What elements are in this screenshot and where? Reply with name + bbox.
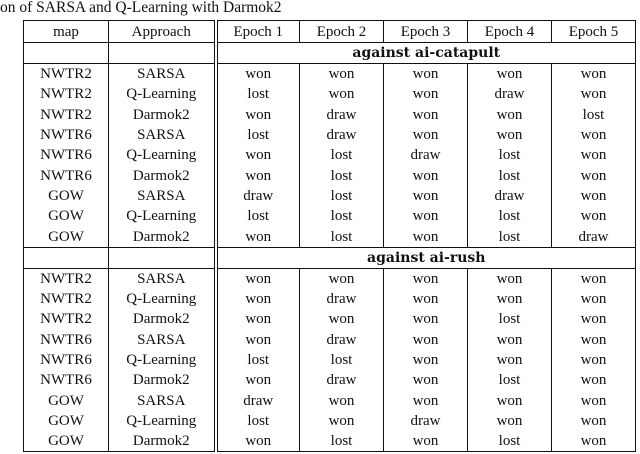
result-cell: won (384, 64, 468, 85)
result-cell: won (552, 186, 636, 206)
result-cell: won (384, 289, 468, 309)
result-cell: won (468, 268, 552, 289)
header-epoch-1: Epoch 1 (216, 21, 300, 43)
approach-cell: Q-Learning (109, 145, 216, 165)
result-cell: draw (300, 105, 384, 125)
map-cell: GOW (24, 186, 109, 206)
table-row (24, 206, 636, 226)
result-cell: draw (216, 390, 300, 410)
results-table (23, 20, 636, 452)
approach-cell: Darmok2 (109, 370, 216, 390)
header-row (24, 21, 636, 43)
result-cell: lost (216, 125, 300, 145)
approach-cell: Q-Learning (109, 350, 216, 370)
result-cell: won (468, 125, 552, 145)
result-cell: won (384, 105, 468, 125)
map-cell: NWTR6 (24, 125, 109, 145)
result-cell: lost (468, 431, 552, 452)
result-cell: won (468, 330, 552, 350)
map-cell: GOW (24, 411, 109, 431)
map-cell: GOW (24, 226, 109, 247)
table-row (24, 431, 636, 452)
result-cell: won (552, 411, 636, 431)
approach-cell: Darmok2 (109, 431, 216, 452)
result-cell: lost (468, 206, 552, 226)
table-row (24, 125, 636, 145)
map-cell: NWTR2 (24, 84, 109, 104)
result-cell: won (384, 350, 468, 370)
result-cell: won (552, 350, 636, 370)
map-cell: GOW (24, 431, 109, 452)
approach-cell: SARSA (109, 390, 216, 410)
map-cell: NWTR2 (24, 309, 109, 329)
result-cell: won (384, 226, 468, 247)
approach-cell: Darmok2 (109, 105, 216, 125)
result-cell: won (468, 350, 552, 370)
table-row (24, 370, 636, 390)
result-cell: won (300, 268, 384, 289)
header-epoch-3: Epoch 3 (384, 21, 468, 43)
result-cell: won (384, 268, 468, 289)
result-cell: won (216, 226, 300, 247)
result-cell: won (468, 390, 552, 410)
map-cell: GOW (24, 390, 109, 410)
header-approach: Approach (109, 21, 216, 43)
result-cell: won (552, 390, 636, 410)
result-cell: draw (384, 145, 468, 165)
result-cell: won (384, 370, 468, 390)
section-header-row (24, 43, 636, 64)
result-cell: won (384, 431, 468, 452)
result-cell: draw (468, 84, 552, 104)
approach-cell: Q-Learning (109, 289, 216, 309)
map-cell: NWTR6 (24, 370, 109, 390)
result-cell: won (216, 330, 300, 350)
approach-cell: SARSA (109, 64, 216, 85)
approach-cell: Q-Learning (109, 411, 216, 431)
result-cell: won (216, 289, 300, 309)
table-row (24, 309, 636, 329)
result-cell: won (216, 165, 300, 185)
result-cell: won (384, 125, 468, 145)
map-cell: NWTR2 (24, 268, 109, 289)
result-cell: won (552, 289, 636, 309)
result-cell: won (300, 411, 384, 431)
result-cell: won (384, 390, 468, 410)
section-header-row (24, 247, 636, 268)
result-cell: lost (216, 206, 300, 226)
result-cell: won (552, 84, 636, 104)
header-epoch-4: Epoch 4 (468, 21, 552, 43)
result-cell: lost (300, 350, 384, 370)
result-cell: won (552, 145, 636, 165)
result-cell: won (300, 84, 384, 104)
approach-cell: Q-Learning (109, 206, 216, 226)
result-cell: lost (216, 350, 300, 370)
opponent-label: against ai-catapult (216, 43, 636, 64)
table-row (24, 268, 636, 289)
result-cell: draw (300, 330, 384, 350)
map-cell: NWTR6 (24, 350, 109, 370)
empty-cell (24, 247, 109, 268)
result-cell: won (384, 206, 468, 226)
result-cell: won (216, 309, 300, 329)
table-row (24, 186, 636, 206)
table-row (24, 289, 636, 309)
result-cell: lost (300, 206, 384, 226)
result-cell: lost (468, 370, 552, 390)
result-cell: won (300, 64, 384, 85)
result-cell: won (552, 64, 636, 85)
result-cell: lost (300, 431, 384, 452)
result-cell: lost (300, 145, 384, 165)
result-cell: lost (468, 145, 552, 165)
result-cell: won (552, 330, 636, 350)
result-cell: won (300, 309, 384, 329)
header-epoch-5: Epoch 5 (552, 21, 636, 43)
map-cell: GOW (24, 206, 109, 226)
result-cell: won (552, 370, 636, 390)
table-row (24, 226, 636, 247)
result-cell: won (216, 145, 300, 165)
map-cell: NWTR6 (24, 165, 109, 185)
approach-cell: SARSA (109, 186, 216, 206)
approach-cell: Q-Learning (109, 84, 216, 104)
result-cell: draw (300, 125, 384, 145)
result-cell: lost (300, 226, 384, 247)
header-map: map (24, 21, 109, 43)
table-row (24, 411, 636, 431)
approach-cell: SARSA (109, 330, 216, 350)
table-row (24, 330, 636, 350)
result-cell: won (216, 370, 300, 390)
approach-cell: SARSA (109, 268, 216, 289)
empty-cell (109, 43, 216, 64)
result-cell: won (300, 390, 384, 410)
result-cell: draw (300, 370, 384, 390)
table-row (24, 145, 636, 165)
header-epoch-2: Epoch 2 (300, 21, 384, 43)
table-row (24, 105, 636, 125)
result-cell: won (384, 186, 468, 206)
table-row (24, 350, 636, 370)
approach-cell: Darmok2 (109, 309, 216, 329)
result-cell: won (552, 431, 636, 452)
result-cell: lost (300, 165, 384, 185)
result-cell: won (552, 206, 636, 226)
result-cell: won (468, 289, 552, 309)
approach-cell: Darmok2 (109, 226, 216, 247)
table-caption: on of SARSA and Q-Learning with Darmok2 (0, 0, 282, 16)
map-cell: NWTR2 (24, 289, 109, 309)
result-cell: lost (300, 186, 384, 206)
result-cell: won (384, 84, 468, 104)
table-row (24, 84, 636, 104)
map-cell: NWTR6 (24, 145, 109, 165)
approach-cell: Darmok2 (109, 165, 216, 185)
empty-cell (109, 247, 216, 268)
table-row (24, 64, 636, 85)
map-cell: NWTR2 (24, 64, 109, 85)
result-cell: won (216, 268, 300, 289)
result-cell: draw (384, 411, 468, 431)
result-cell: won (216, 64, 300, 85)
opponent-label: against ai-rush (216, 247, 636, 268)
table-row (24, 165, 636, 185)
result-cell: won (468, 64, 552, 85)
result-cell: won (216, 431, 300, 452)
result-cell: lost (468, 165, 552, 185)
result-cell: won (384, 165, 468, 185)
result-cell: won (552, 125, 636, 145)
result-cell: won (468, 105, 552, 125)
result-cell: lost (216, 84, 300, 104)
result-cell: won (384, 330, 468, 350)
result-cell: won (216, 105, 300, 125)
result-cell: lost (552, 105, 636, 125)
result-cell: won (552, 165, 636, 185)
result-cell: lost (468, 309, 552, 329)
map-cell: NWTR6 (24, 330, 109, 350)
empty-cell (24, 43, 109, 64)
result-cell: won (468, 411, 552, 431)
approach-cell: SARSA (109, 125, 216, 145)
result-cell: won (384, 309, 468, 329)
table-row (24, 390, 636, 410)
map-cell: NWTR2 (24, 105, 109, 125)
result-cell: lost (468, 226, 552, 247)
result-cell: draw (552, 226, 636, 247)
result-cell: lost (216, 411, 300, 431)
result-cell: won (552, 309, 636, 329)
result-cell: won (552, 268, 636, 289)
result-cell: draw (300, 289, 384, 309)
result-cell: draw (216, 186, 300, 206)
result-cell: draw (468, 186, 552, 206)
